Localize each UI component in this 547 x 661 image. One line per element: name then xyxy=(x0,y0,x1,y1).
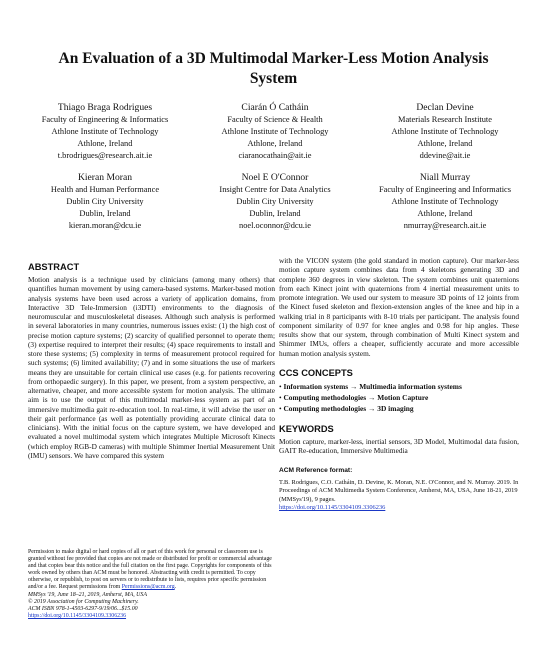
author-institution: Athlone Institute of Technology xyxy=(391,197,499,206)
author-location: Dublin, Ireland xyxy=(79,209,131,218)
author-name: Ciarán Ó Catháin xyxy=(241,102,309,113)
author-card xyxy=(350,171,540,232)
author-affiliation: Faculty of Engineering and Informatics xyxy=(378,185,512,194)
permission-footnote: Permission to make digital or hard copies of all or part of this work for personal or classroom use is granted without fee provided that copies are not made or distributed for profit or commercial advantage and that copies bear this notice and the full citation on the first page. Copyrights for components of this work owned by others than ACM must be honored. Abstracting with credit is permitted. To copy otherwise, or republish, to post on servers or to redistribute to lists, requires prior specific permission and/or a fee. Request permissions from Permissions@acm.org. MMSys '19, June 18–21, 2019, Amherst, MA, USA © 2019 Association for Computing Machinery. ACM ISBN 978-1-4503-6297-9/19/06...$15.00 https://doi.org/10.1145/3304109.3306236 xyxy=(28,549,275,620)
ccs-item: • Computing methodologies → Motion Capture xyxy=(279,392,429,402)
abstract-heading: ABSTRACT xyxy=(28,262,80,272)
ccs-item: • Information systems → Multimedia information systems xyxy=(279,381,462,391)
abstract-section xyxy=(28,262,275,460)
copyright-line: © 2019 Association for Computing Machinery. xyxy=(28,598,139,605)
keywords-section xyxy=(279,424,519,456)
author-email: noel.oconnor@dcu.ie xyxy=(239,221,311,230)
acm-reference-section xyxy=(279,467,519,513)
author-institution: Athlone Institute of Technology xyxy=(51,127,159,136)
author-name: Niall Murray xyxy=(419,172,471,183)
author-card xyxy=(20,171,190,232)
reference-doi-link[interactable]: https://doi.org/10.1145/3304109.3306236 xyxy=(279,504,386,512)
doi-link[interactable]: https://doi.org/10.1145/3304109.3306236 xyxy=(28,612,127,619)
author-name: Declan Devine xyxy=(416,102,474,113)
permission-text: Permission to make digital or hard copies of all or part of this work for personal or classroom use is granted without fee provided that copies are not made or distributed for profit or commercial advantage and that copies bear this notice and the full citation on the first page. Copyrights for components of this work owned by others than ACM must be honored. Abstracting with credit is permitted. To copy otherwise, or republish, to post on servers or to redistribute to lists, requires prior specific permission and/or a fee. Request permissions from xyxy=(28,549,272,591)
author-affiliation: Faculty of Science & Health xyxy=(227,115,323,124)
author-institution: Dublin City University xyxy=(66,197,144,206)
ccs-item: • Computing methodologies → 3D imaging xyxy=(279,403,414,413)
author-affiliation: Health and Human Performance xyxy=(50,185,160,194)
author-name: Thiago Braga Rodrigues xyxy=(57,102,153,113)
author-affiliation: Insight Centre for Data Analytics xyxy=(219,185,331,194)
conference-info: MMSys '19, June 18–21, 2019, Amherst, MA, USA xyxy=(28,591,147,598)
keywords-heading: KEYWORDS xyxy=(279,423,334,434)
author-location: Athlone, Ireland xyxy=(77,139,133,148)
author-card xyxy=(355,101,535,162)
author-email: ddevine@ait.ie xyxy=(419,151,471,160)
abstract-text-left: Motion analysis is a technique used by clinicians (among many others) that quantifies human movement by using camera-based systems. Marker-based motion analysis systems have been used across a variety of application domains, from Interactive 3D Tele-Immersion (i3DTI) environments to the diagnosis of neuromuscular and musculoskeletal diseases. Although such analysis is performed in several laboratories in many countries, numerous issues exist: (1) the high cost of precise motion capture systems; (2) scarcity of qualified personnel to operate them; (3) expertise required to interpret their results; (4) space requirements to install and store these systems; (5) complexity in terms of measurement protocol required for such systems; (6) limited availability; (7) and in some situations the use of markers means they are unsuitable for certain clinical use cases (e.g. for patients recovering from orthopaedic surgery). In this paper, we present, from a system perspective, an alternative, cheaper, and more accessible system for motion analysis. The ultimate aim is to use the output of this multimodal marker-less system as part of an immersive multimedia gait re-education tool. In real-time, it will advise the user on their gait performance (as well as potentially providing accurate clinical data to clinicians). With the initial focus on the capture system, we have developed and evaluated a novel multimodal system which integrates Multiple Microsoft Kinects (which employ RGB-D cameras) with multiple Shimmer Inertial Measurement Unit (IMU) sensors. We have compared this system xyxy=(28,275,275,460)
title-line-2: System xyxy=(249,70,298,87)
author-location: Athlone, Ireland xyxy=(417,139,473,148)
author-email: kieran.moran@dcu.ie xyxy=(68,221,142,230)
title-line-1: An Evaluation of a 3D Multimodal Marker-Less Motion Analysis xyxy=(58,50,489,67)
author-name: Noel E O'Connor xyxy=(241,172,309,183)
reference-heading: ACM Reference format: xyxy=(279,467,353,475)
author-institution: Dublin City University xyxy=(236,197,314,206)
abstract-text-right: with the VICON system (the gold standard in motion capture). Our marker-less motion capture system combines data from 4 skeletons generating 3D and complete 360 degrees in view skeleton. The system combines unit quaternions from each Kinect joint with quaternions from 4 inertial measurement units to promote integration. We used our system to measure 3D points of 12 joints from the Kinect fused skeleton and flexion-extension angles of the knee and hip in a walking trial in 8 participants with 8-10 trials per participant. The analysis found component similarity of 0.97 for knee angles and 0.98 for hip angles. These results show that our system, through combination of Multi Kinect system and Shimmer IMUs, offers a cheaper, sufficiently accurate and more accessible human motion analysis system. xyxy=(279,256,519,358)
author-location: Dublin, Ireland xyxy=(249,209,301,218)
ccs-concepts-section xyxy=(279,368,519,414)
author-location: Athlone, Ireland xyxy=(417,209,473,218)
author-affiliation: Faculty of Engineering & Informatics xyxy=(41,115,169,124)
permissions-email-link[interactable]: Permissions@acm.org xyxy=(121,584,175,591)
isbn-line: ACM ISBN 978-1-4503-6297-9/19/06...$15.00 xyxy=(28,605,138,612)
author-email: t.brodrigues@research.ait.ie xyxy=(57,151,153,160)
author-name: Kieran Moran xyxy=(77,172,133,183)
author-location: Athlone, Ireland xyxy=(247,139,303,148)
paper-title xyxy=(10,49,537,89)
right-column xyxy=(279,256,519,513)
keywords-text: Motion capture, marker-less, inertial sensors, 3D Model, Multimodal data fusion, GAIT Re-education, Immersive Multimedia xyxy=(279,436,519,455)
author-email: nmurray@research.ait.ie xyxy=(403,221,487,230)
author-email: ciaranocathain@ait.ie xyxy=(238,151,312,160)
reference-text: T.B. Rodrigues, C.O. Catháin, D. Devine, K. Moran, N.E. O'Connor, and N. Murray. 2019. In Proceedings of ACM Multimedia System Conference, Amherst, MA, USA, June 18-21, 2019 (MMSys'19), 9 pages. xyxy=(279,478,519,503)
author-card xyxy=(190,171,360,232)
author-institution: Athlone Institute of Technology xyxy=(221,127,329,136)
author-card xyxy=(20,101,190,162)
author-card xyxy=(190,101,360,162)
author-institution: Athlone Institute of Technology xyxy=(391,127,499,136)
author-affiliation: Materials Research Institute xyxy=(398,115,492,124)
ccs-heading: CCS CONCEPTS xyxy=(279,367,353,378)
